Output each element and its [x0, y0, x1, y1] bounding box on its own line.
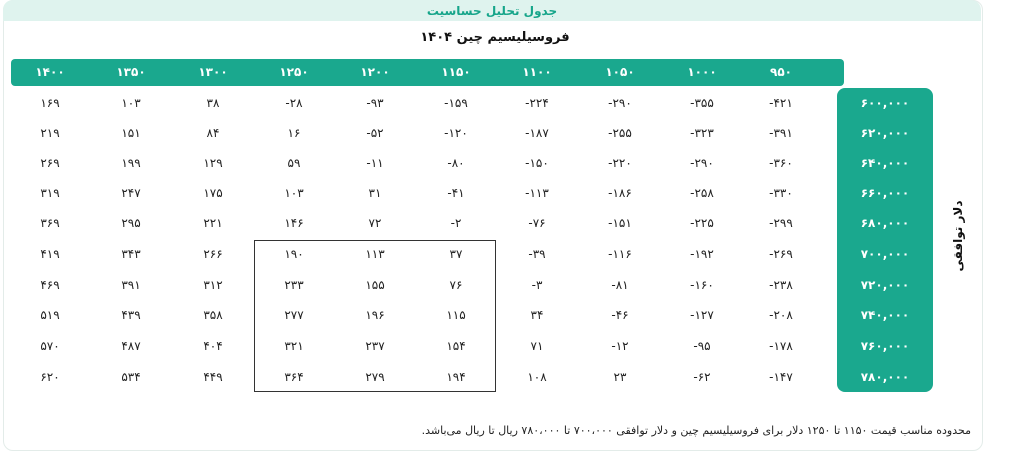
- card-title-bar: [3, 0, 981, 21]
- table-subtitle: فروسیلیسیم چین ۱۴۰۴: [420, 30, 570, 45]
- table-cell: ۴۴۹: [203, 370, 223, 384]
- table-cell: ۵۳۴: [121, 370, 141, 384]
- row-header: ۷۶۰,۰۰۰: [860, 339, 910, 353]
- table-cell: ۳۷: [449, 247, 463, 261]
- table-cell: -۹۵: [693, 339, 711, 353]
- table-cell: -۱۲۰: [444, 126, 468, 140]
- column-header: ۱۳۵۰: [116, 65, 146, 79]
- table-cell: -۳: [531, 278, 543, 292]
- card-title: جدول تحلیل حساسیت: [426, 3, 558, 18]
- table-cell: ۲۲۱: [203, 216, 223, 230]
- row-header: ۶۲۰,۰۰۰: [860, 126, 910, 140]
- table-cell: -۴۶: [611, 308, 629, 322]
- row-header: ۶۸۰,۰۰۰: [860, 216, 910, 230]
- table-cell: -۱۲: [611, 339, 629, 353]
- table-cell: ۱۹۶: [365, 308, 385, 322]
- row-header: ۷۰۰,۰۰۰: [860, 247, 910, 261]
- row-header: ۷۴۰,۰۰۰: [860, 308, 910, 322]
- table-cell: ۱۹۴: [446, 370, 466, 384]
- table-footnote: محدوده مناسب قیمت ۱۱۵۰ تا ۱۲۵۰ دلار برای فروسیلیسیم چین و دلار توافقی ۷۰۰،۰۰۰ تا ۷۸۰،۰۰۰ ریال تا ریال می‌باشد.: [421, 424, 971, 437]
- column-header: ۱۴۰۰: [35, 65, 65, 79]
- row-header: ۷۸۰,۰۰۰: [860, 370, 910, 384]
- table-cell: ۳۶۴: [284, 370, 304, 384]
- table-cell: ۲۹۵: [121, 216, 141, 230]
- table-cell: -۳۳۰: [769, 186, 793, 200]
- table-cell: -۳۹۱: [769, 126, 793, 140]
- table-cell: -۱۹۲: [690, 247, 714, 261]
- table-cell: ۴۶۹: [40, 278, 60, 292]
- table-cell: -۲۵۸: [690, 186, 714, 200]
- table-cell: -۳۶۰: [769, 156, 793, 170]
- table-cell: -۳۲۳: [690, 126, 714, 140]
- row-header: ۶۴۰,۰۰۰: [860, 156, 910, 170]
- table-cell: -۳۵۵: [690, 96, 714, 110]
- table-cell: ۳۸: [206, 96, 220, 110]
- row-header-bar: [837, 88, 933, 392]
- table-cell: -۲۳۸: [769, 278, 793, 292]
- table-cell: ۱۱۵: [446, 308, 466, 322]
- table-cell: -۱۶۰: [690, 278, 714, 292]
- table-cell: -۱۱۳: [525, 186, 549, 200]
- table-cell: ۱۶۹: [40, 96, 60, 110]
- table-cell: -۲۸: [285, 96, 303, 110]
- table-cell: -۹۳: [366, 96, 384, 110]
- row-header: ۶۶۰,۰۰۰: [860, 186, 910, 200]
- table-cell: ۳۴: [530, 308, 544, 322]
- table-cell: ۵۷۰: [40, 339, 60, 353]
- table-cell: -۴۱: [447, 186, 465, 200]
- column-header: ۱۱۵۰: [441, 65, 471, 79]
- table-cell: -۱۸۷: [525, 126, 549, 140]
- optimal-range-highlight: [254, 240, 496, 392]
- column-header-bar: [11, 59, 844, 86]
- table-cell: -۲: [450, 216, 462, 230]
- table-cell: -۱۷۸: [769, 339, 793, 353]
- column-header: ۱۳۰۰: [198, 65, 228, 79]
- table-cell: ۴۸۷: [121, 339, 141, 353]
- table-cell: -۱۵۹: [444, 96, 468, 110]
- table-cell: ۳۶۹: [40, 216, 60, 230]
- table-cell: ۷۶: [449, 278, 463, 292]
- table-cell: ۳۴۳: [121, 247, 141, 261]
- row-header: ۶۰۰,۰۰۰: [860, 96, 910, 110]
- table-cell: ۳۲۱: [284, 339, 304, 353]
- table-cell: ۲۷۹: [365, 370, 385, 384]
- table-cell: -۲۹۰: [608, 96, 632, 110]
- table-cell: ۱۰۸: [527, 370, 547, 384]
- column-header: ۱۲۰۰: [360, 65, 390, 79]
- table-cell: -۶۲: [693, 370, 711, 384]
- table-cell: -۱۱۶: [608, 247, 632, 261]
- table-cell: ۳۱۲: [203, 278, 223, 292]
- table-cell: ۶۲۰: [40, 370, 60, 384]
- column-header: ۱۲۵۰: [279, 65, 309, 79]
- table-cell: -۲۹۰: [690, 156, 714, 170]
- table-cell: ۳۹۱: [121, 278, 141, 292]
- table-cell: ۱۵۴: [446, 339, 466, 353]
- table-cell: -۲۲۵: [690, 216, 714, 230]
- table-cell: -۲۹۹: [769, 216, 793, 230]
- table-cell: -۸۰: [447, 156, 465, 170]
- table-cell: ۴۳۹: [121, 308, 141, 322]
- table-cell: -۵۲: [366, 126, 384, 140]
- column-header: ۱۱۰۰: [522, 65, 552, 79]
- table-cell: ۱۰۳: [121, 96, 141, 110]
- row-axis-label: دلار توافقی: [951, 200, 965, 272]
- table-cell: -۲۵۵: [608, 126, 632, 140]
- table-cell: ۴۰۴: [203, 339, 223, 353]
- table-cell: -۱۵۰: [525, 156, 549, 170]
- table-cell: ۵۱۹: [40, 308, 60, 322]
- table-cell: ۲۶۹: [40, 156, 60, 170]
- table-cell: -۲۲۴: [525, 96, 549, 110]
- table-cell: ۲۱۹: [40, 126, 60, 140]
- table-cell: -۱۴۷: [769, 370, 793, 384]
- table-cell: -۱۵۱: [608, 216, 632, 230]
- table-cell: ۱۴۶: [284, 216, 304, 230]
- table-cell: ۲۳۷: [365, 339, 385, 353]
- column-header: ۱۰۰۰: [687, 65, 717, 79]
- table-cell: ۱۵۱: [121, 126, 141, 140]
- table-cell: ۲۴۷: [121, 186, 141, 200]
- table-cell: -۱۸۶: [608, 186, 632, 200]
- column-header: ۹۵۰: [770, 65, 792, 79]
- table-cell: -۸۱: [611, 278, 629, 292]
- table-cell: ۸۴: [206, 126, 220, 140]
- table-cell: ۱۹۰: [284, 247, 304, 261]
- table-cell: -۲۲۰: [608, 156, 632, 170]
- table-cell: ۲۳: [613, 370, 627, 384]
- table-cell: -۲۶۹: [769, 247, 793, 261]
- table-cell: ۱۵۵: [365, 278, 385, 292]
- table-cell: ۱۰۳: [284, 186, 304, 200]
- table-cell: ۴۱۹: [40, 247, 60, 261]
- table-cell: ۱۱۳: [365, 247, 385, 261]
- table-cell: ۱۷۵: [203, 186, 223, 200]
- table-cell: -۱۲۷: [690, 308, 714, 322]
- table-cell: -۴۲۱: [769, 96, 793, 110]
- table-cell: ۳۱: [368, 186, 382, 200]
- table-cell: ۲۷۷: [284, 308, 304, 322]
- row-header: ۷۲۰,۰۰۰: [860, 278, 910, 292]
- table-cell: ۱۶: [287, 126, 301, 140]
- column-header: ۱۰۵۰: [605, 65, 635, 79]
- table-cell: ۳۱۹: [40, 186, 60, 200]
- table-cell: ۳۵۸: [203, 308, 223, 322]
- table-cell: ۲۳۳: [284, 278, 304, 292]
- table-cell: ۷۲: [368, 216, 382, 230]
- table-cell: -۳۹: [528, 247, 546, 261]
- table-cell: ۵۹: [287, 156, 301, 170]
- table-cell: -۷۶: [528, 216, 546, 230]
- table-cell: ۲۶۶: [203, 247, 223, 261]
- table-cell: ۱۲۹: [203, 156, 223, 170]
- table-cell: ۱۹۹: [121, 156, 141, 170]
- table-cell: -۲۰۸: [769, 308, 793, 322]
- table-cell: -۱۱: [366, 156, 384, 170]
- table-cell: ۷۱: [530, 339, 544, 353]
